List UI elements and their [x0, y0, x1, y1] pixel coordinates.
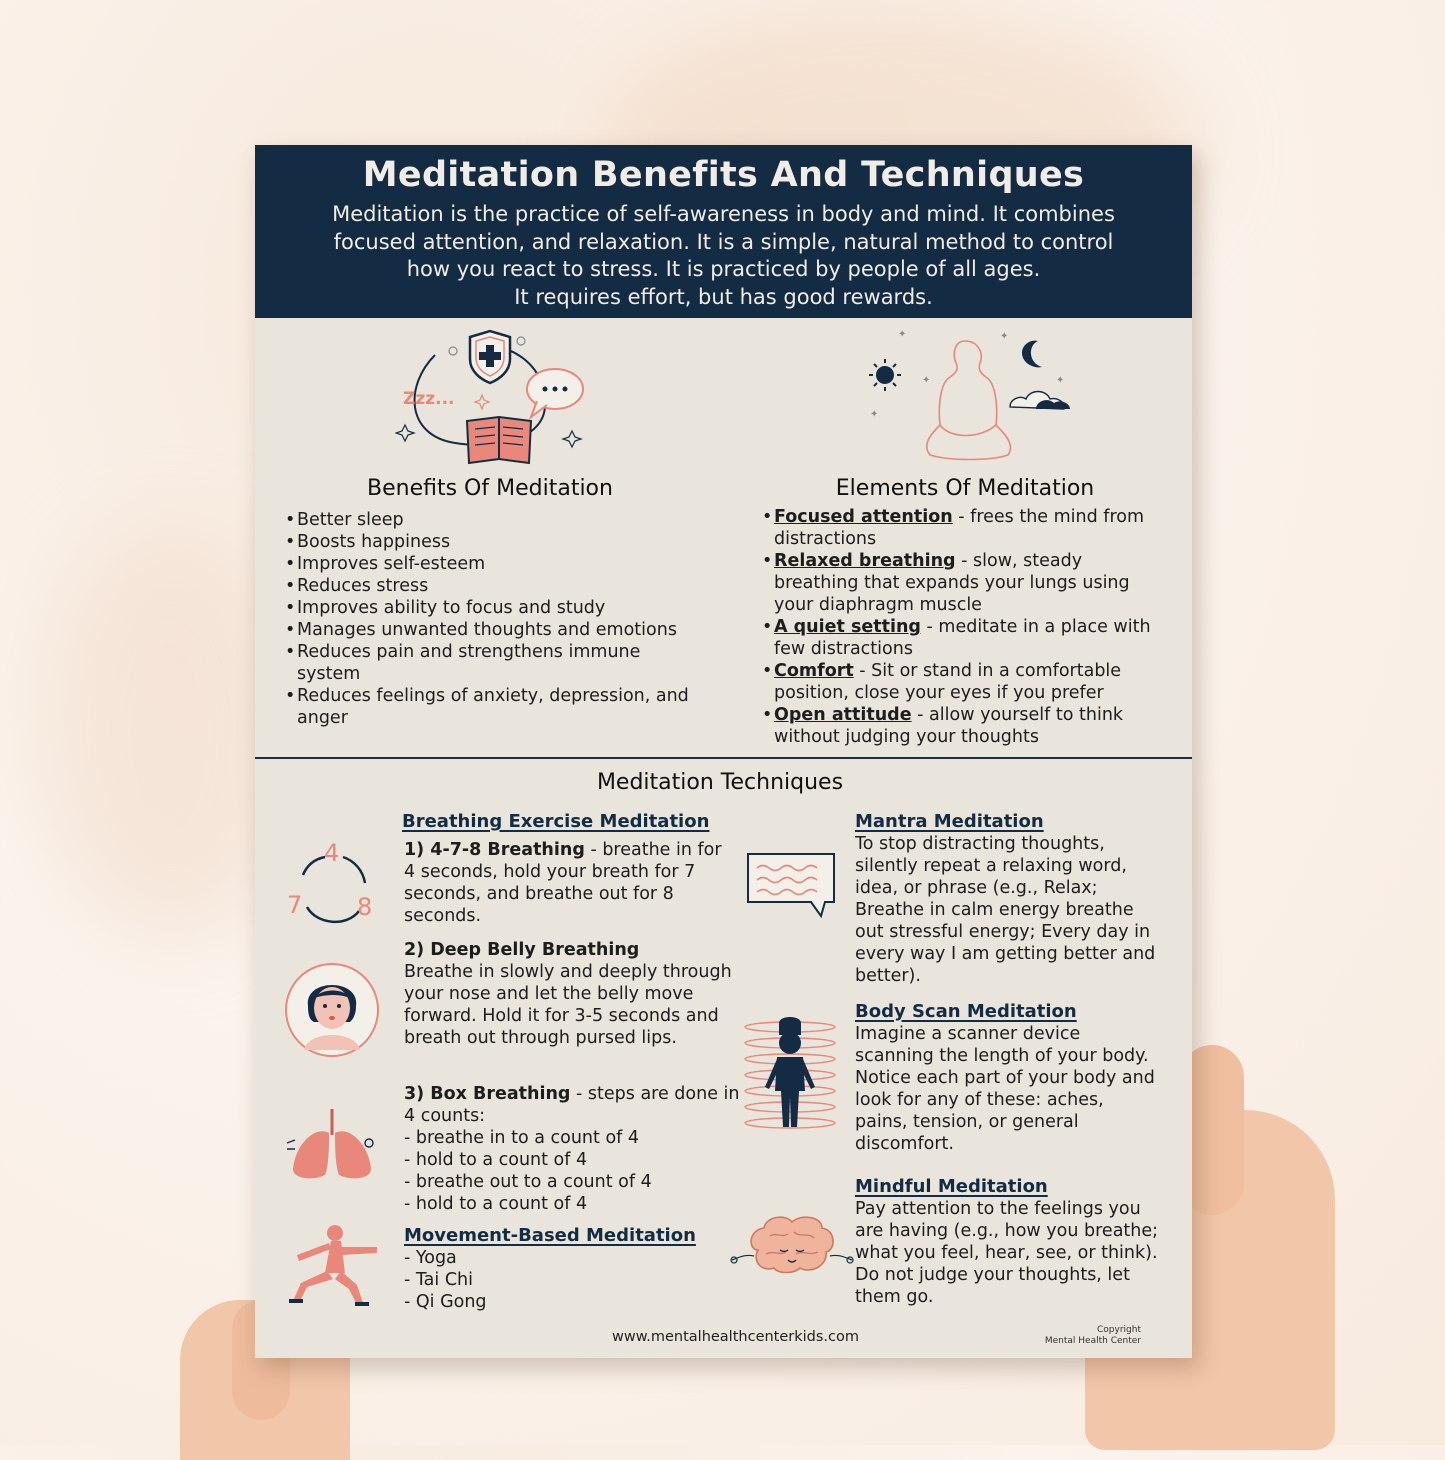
sun-icon	[869, 359, 901, 391]
exercise-name: 3) Box Breathing	[404, 1084, 571, 1104]
478-breathing-icon	[285, 835, 380, 930]
section-divider	[255, 757, 1192, 759]
website-url: www.mentalhealthcenterkids.com	[612, 1329, 860, 1345]
list-item	[762, 616, 1172, 660]
intro-line: Meditation is the practice of self-awareness in body and mind. It combines	[332, 202, 1115, 226]
breathing-478-text	[404, 839, 734, 927]
benefits-title: Benefits Of Meditation	[367, 476, 613, 501]
belly-breathing-avatar-icon	[282, 960, 382, 1060]
person-outline	[927, 341, 1011, 460]
svg-text:✦: ✦	[1056, 375, 1065, 386]
list-item	[762, 550, 1172, 616]
list-item: • Manages unwanted thoughts and emotions	[285, 619, 705, 641]
brain-icon	[730, 1210, 855, 1285]
list-item	[762, 660, 1172, 704]
list-item: • Improves self-esteem	[285, 553, 705, 575]
breath-number-8: 8	[357, 893, 373, 921]
list-item: - Tai Chi	[404, 1270, 473, 1290]
breathing-meditation-title: Breathing Exercise Meditation	[402, 811, 710, 832]
svg-text:✦: ✦	[1000, 331, 1009, 342]
movement-list	[404, 1247, 704, 1313]
exercise-name: 2) Deep Belly Breathing	[404, 940, 640, 960]
moon-icon	[1022, 341, 1042, 368]
lungs-icon	[285, 1105, 380, 1185]
mantra-text: To stop distracting thoughts, silently repeat a relaxing word, idea, or phrase (e.g., Relax; Breathe in calm energy breathe out stressful energy; Every day in every way I am getting better and better).	[855, 834, 1156, 986]
box-step: - hold to a count of 4	[404, 1194, 588, 1214]
intro-line: focused attention, and relaxation. It is a simple, natural method to control	[333, 229, 1114, 254]
list-item	[762, 506, 1172, 550]
element-name: Relaxed breathing	[774, 551, 956, 571]
element-name: Focused attention	[774, 507, 953, 527]
movement-meditation-title: Movement-Based Meditation	[404, 1225, 696, 1246]
tai-chi-pose-icon	[285, 1217, 380, 1312]
element-desc: - slow, steady breathing that expands your lungs using your diaphragm muscle	[774, 551, 1130, 615]
elements-title: Elements Of Meditation	[835, 476, 1095, 501]
breath-number-7: 7	[287, 891, 303, 919]
exercise-desc: - breathe in for 4 seconds, hold your breath for 7 seconds, and breathe out for 8 seconds.	[404, 840, 722, 926]
body-scan-text: Imagine a scanner device scanning the length of your body. Notice each part of your body and look for any of these: aches, pains, tension, or general discomfort.	[855, 1024, 1155, 1154]
list-item: • Reduces stress	[285, 575, 705, 597]
exercise-desc: - steps are done in 4 counts:	[404, 1084, 740, 1126]
benefits-list	[285, 509, 705, 729]
infographic-sheet	[255, 145, 1192, 1358]
list-item: • Reduces feelings of anxiety, depression, and anger	[285, 685, 705, 729]
list-item: - Qi Gong	[404, 1292, 487, 1312]
element-desc: - meditate in a place with few distractions	[774, 617, 1151, 659]
page-title: Meditation Benefits And Techniques	[362, 155, 1085, 195]
svg-text:✦: ✦	[922, 375, 931, 386]
element-name: Open attitude	[774, 705, 912, 725]
copyright-owner: Mental Health Center	[1044, 1336, 1141, 1346]
intro-text	[275, 201, 1172, 311]
copyright-label: Copyright	[1097, 1325, 1141, 1335]
list-item: - Yoga	[404, 1248, 457, 1268]
element-desc: - frees the mind from distractions	[774, 507, 1145, 549]
list-item: • Improves ability to focus and study	[285, 597, 705, 619]
element-name: Comfort	[774, 661, 854, 681]
elements-list	[762, 506, 1172, 748]
zzz-label: Zzz...	[403, 389, 455, 409]
meditating-person-illustration	[860, 327, 1080, 467]
body-scan-figure-icon	[743, 1017, 838, 1137]
mantra-meditation-title: Mantra Meditation	[855, 811, 1044, 832]
svg-text:✦: ✦	[870, 409, 879, 420]
exercise-desc: Breathe in slowly and deeply through your nose and let the belly move forward. Hold it for 3-5 seconds and breath out through pursed lips.	[404, 962, 732, 1048]
svg-text:✦: ✦	[898, 329, 907, 340]
mindful-text: Pay attention to the feelings you are having (e.g., how you breathe; what you feel, hear, see, or think). Do not judge your thoughts, let them go.	[855, 1199, 1159, 1307]
exercise-name: 1) 4-7-8 Breathing	[404, 840, 585, 860]
box-breathing-text	[404, 1083, 744, 1215]
techniques-title: Meditation Techniques	[596, 770, 844, 795]
box-step: - breathe in to a count of 4	[404, 1128, 640, 1148]
list-item: • Reduces pain and strengthens immune system	[285, 641, 705, 685]
box-step: - hold to a count of 4	[404, 1150, 588, 1170]
body-scan-title: Body Scan Meditation	[855, 1001, 1077, 1022]
copyright	[1037, 1325, 1141, 1347]
deep-belly-text	[404, 939, 734, 1049]
list-item	[762, 704, 1172, 748]
element-name: A quiet setting	[774, 617, 921, 637]
box-step: - breathe out to a count of 4	[404, 1172, 652, 1192]
element-desc: - allow yourself to think without judging your thoughts	[774, 705, 1124, 747]
header-banner	[255, 145, 1192, 318]
intro-line: It requires effort, but has good rewards.	[514, 284, 933, 309]
breath-number-4: 4	[324, 839, 340, 867]
list-item: • Better sleep	[285, 509, 705, 531]
mindful-meditation-title: Mindful Meditation	[855, 1176, 1048, 1197]
intro-line: how you react to stress. It is practiced by people of all ages.	[406, 257, 1041, 281]
list-item: • Boosts happiness	[285, 531, 705, 553]
mantra-speech-bubble-icon	[745, 850, 840, 925]
element-desc: - Sit or stand in a comfortable position, close your eyes if you prefer	[774, 661, 1122, 703]
